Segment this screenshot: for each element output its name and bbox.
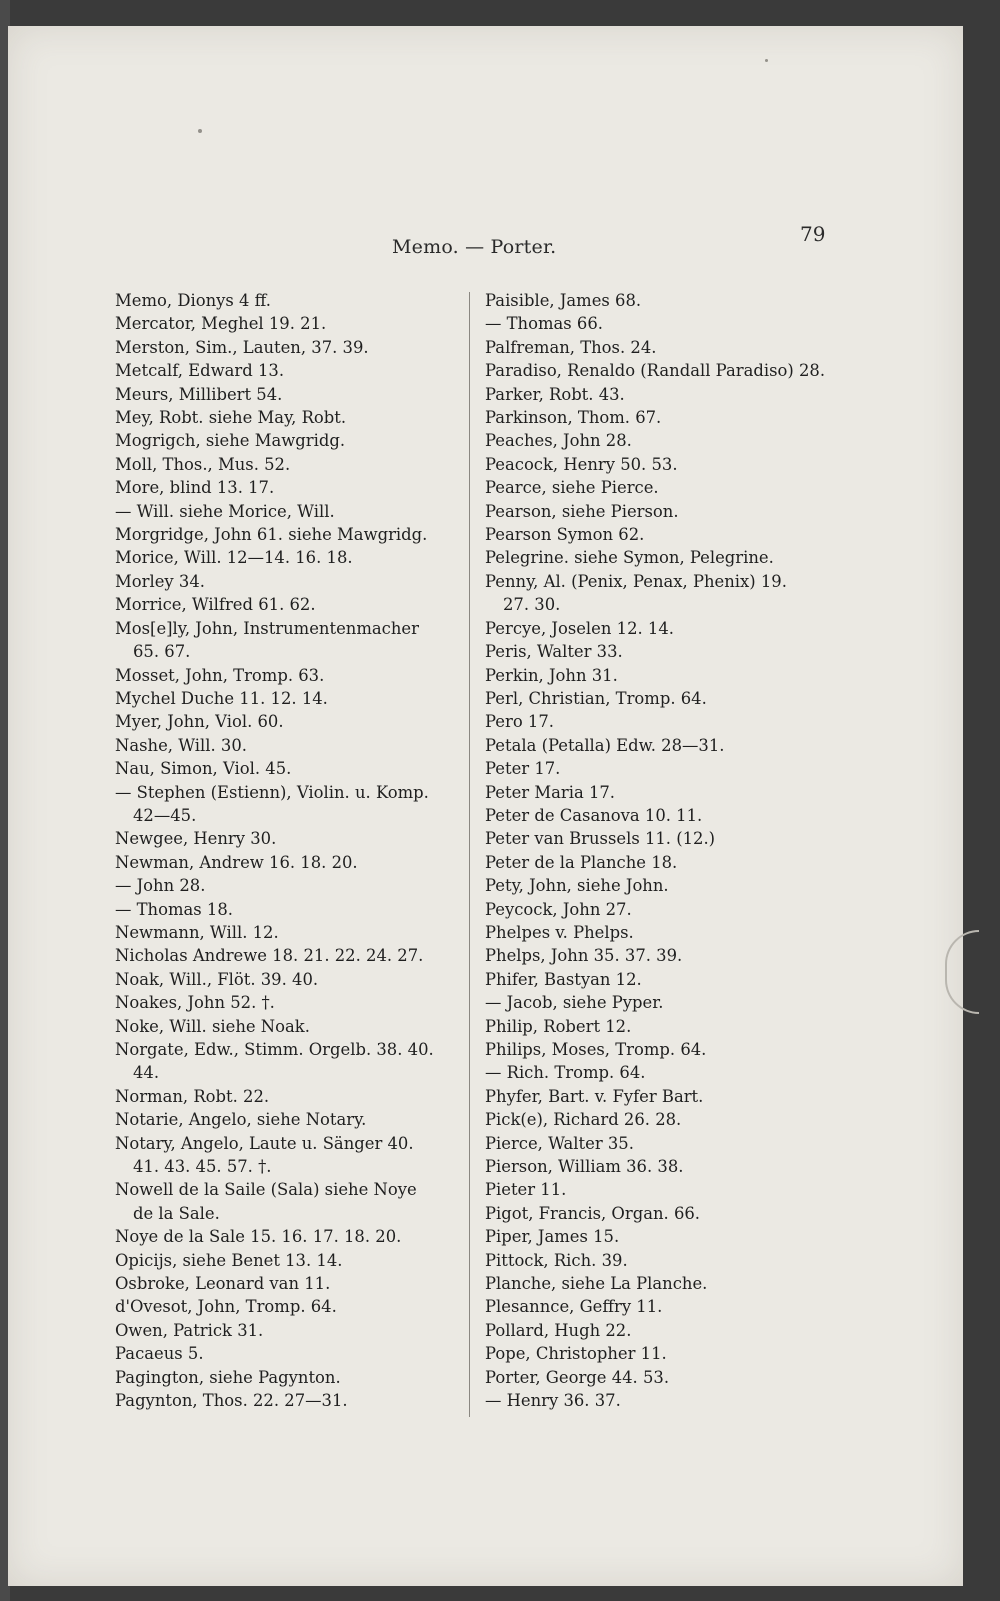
index-entry: Mey, Robt. siehe May, Robt. [115, 408, 347, 428]
index-entry: Peter 17. [485, 759, 561, 779]
index-entry: Myer, John, Viol. 60. [115, 712, 284, 732]
index-entry: Percye, Joselen 12. 14. [485, 618, 674, 638]
index-entry: Morice, Will. 12—14. 16. 18. [115, 548, 353, 568]
index-entry: Morley 34. [115, 571, 205, 591]
index-entry: — Jacob, siehe Pyper. [485, 993, 664, 1013]
index-entry: Pollard, Hugh 22. [485, 1320, 632, 1340]
index-entry: Pearson, siehe Pierson. [485, 501, 679, 521]
index-entry: — Stephen (Estienn), Violin. u. Komp. [115, 782, 429, 802]
paper-speck [765, 59, 768, 62]
index-entry: Mos[e]ly, John, Instrumentenmacher [115, 618, 419, 638]
index-entry: Pearce, siehe Pierce. [485, 478, 659, 498]
index-entry: Opicijs, siehe Benet 13. 14. [115, 1250, 343, 1270]
index-entry: Philip, Robert 12. [485, 1016, 632, 1036]
index-entry: Newmann, Will. 12. [115, 922, 279, 942]
index-entry: Pagynton, Thos. 22. 27—31. [115, 1391, 348, 1411]
index-entry: 44. [133, 1063, 160, 1083]
index-entry: Notarie, Angelo, siehe Notary. [115, 1110, 367, 1130]
index-entry: Owen, Patrick 31. [115, 1320, 264, 1340]
index-entry: Meurs, Millibert 54. [115, 384, 283, 404]
index-entry: 42—45. [133, 805, 197, 825]
index-entry: d'Ovesot, John, Tromp. 64. [115, 1297, 337, 1317]
running-head: Memo. — Porter. [392, 236, 557, 258]
index-entry: 65. 67. [133, 642, 191, 662]
index-entry: Moll, Thos., Mus. 52. [115, 454, 291, 474]
index-entry: — Rich. Tromp. 64. [485, 1063, 646, 1083]
index-entry: de la Sale. [133, 1203, 220, 1223]
index-entry: Phelps, John 35. 37. 39. [485, 946, 683, 966]
index-entry: Plesannce, Geffry 11. [485, 1297, 663, 1317]
index-entry: Noye de la Sale 15. 16. 17. 18. 20. [115, 1227, 402, 1247]
index-entry: Paradiso, Renaldo (Randall Paradiso) 28. [485, 361, 826, 381]
index-entry: — Henry 36. 37. [485, 1391, 621, 1411]
index-entry: Pope, Christopher 11. [485, 1344, 667, 1364]
index-entry: Philips, Moses, Tromp. 64. [485, 1040, 707, 1059]
index-entry: Mogrigch, siehe Mawgridg. [115, 431, 346, 451]
index-entry: Nau, Simon, Viol. 45. [115, 759, 292, 779]
index-entry: Pittock, Rich. 39. [485, 1250, 628, 1270]
index-entry: Noke, Will. siehe Noak. [115, 1016, 310, 1036]
index-entry: Peter de Casanova 10. 11. [485, 805, 703, 825]
index-entry: Piper, James 15. [485, 1227, 620, 1247]
index-entry: Phyfer, Bart. v. Fyfer Bart. [485, 1086, 704, 1106]
index-entry: Pelegrine. siehe Symon, Pelegrine. [485, 548, 774, 568]
index-entry: Notary, Angelo, Laute u. Sänger 40. [115, 1133, 414, 1153]
index-entry: Porter, George 44. 53. [485, 1367, 670, 1387]
index-entry: Petala (Petalla) Edw. 28—31. [485, 735, 725, 755]
index-entry: Pero 17. [485, 712, 554, 732]
page-number: 79 [800, 222, 826, 246]
index-entry: Morgridge, John 61. siehe Mawgridg. [115, 525, 428, 545]
index-entry: Peter de la Planche 18. [485, 852, 678, 872]
index-entry: Pety, John, siehe John. [485, 876, 669, 896]
index-entry: Pierson, William 36. 38. [485, 1157, 684, 1177]
index-entry: Phelpes v. Phelps. [485, 922, 634, 942]
index-entry: Pagington, siehe Pagynton. [115, 1367, 341, 1387]
index-entry: Noakes, John 52. †. [115, 993, 275, 1013]
index-entry: 27. 30. [503, 595, 561, 615]
index-entry: Palfreman, Thos. 24. [485, 337, 657, 357]
index-entry: Merston, Sim., Lauten, 37. 39. [115, 337, 369, 357]
index-entry: Pieter 11. [485, 1180, 567, 1200]
index-column-left [115, 289, 465, 1413]
index-entry: Peris, Walter 33. [485, 642, 623, 662]
index-column-right [485, 289, 835, 1413]
column-divider [469, 292, 470, 1417]
paper-speck [198, 129, 202, 133]
index-entry: Parkinson, Thom. 67. [485, 408, 662, 428]
index-entry: Noak, Will., Flöt. 39. 40. [115, 969, 319, 989]
index-entry: — Thomas 66. [485, 314, 603, 334]
index-entry: Nicholas Andrewe 18. 21. 22. 24. 27. [115, 946, 424, 966]
index-entry: Memo, Dionys 4 ff. [115, 291, 271, 310]
index-entry: Peaches, John 28. [485, 431, 632, 451]
index-entry: Osbroke, Leonard van 11. [115, 1274, 331, 1294]
index-entry: More, blind 13. 17. [115, 478, 275, 498]
index-entry: Penny, Al. (Penix, Penax, Phenix) 19. [485, 571, 787, 591]
index-entry: Peter van Brussels 11. (12.) [485, 829, 716, 849]
index-entry: Newgee, Henry 30. [115, 829, 277, 849]
index-entry: Mosset, John, Tromp. 63. [115, 665, 325, 685]
index-entry: Mercator, Meghel 19. 21. [115, 314, 327, 334]
index-entry: Mychel Duche 11. 12. 14. [115, 688, 328, 708]
index-entry: Planche, siehe La Planche. [485, 1274, 708, 1294]
index-entry: 41. 43. 45. 57. †. [133, 1157, 272, 1177]
index-entry: Phifer, Bastyan 12. [485, 969, 642, 989]
index-entry: Paisible, James 68. [485, 291, 642, 310]
index-entry: Pick(e), Richard 26. 28. [485, 1110, 682, 1130]
index-entry: Metcalf, Edward 13. [115, 361, 285, 381]
index-entry: Morrice, Wilfred 61. 62. [115, 595, 316, 615]
index-entry: Newman, Andrew 16. 18. 20. [115, 852, 358, 872]
index-entry: Pearson Symon 62. [485, 525, 645, 545]
index-entry: Peter Maria 17. [485, 782, 616, 802]
index-entry: — Will. siehe Morice, Will. [115, 501, 335, 521]
index-entry: Perl, Christian, Tromp. 64. [485, 688, 707, 708]
index-entry: — Thomas 18. [115, 899, 233, 919]
index-entry: Pacaeus 5. [115, 1344, 204, 1364]
index-entry: — John 28. [115, 876, 206, 896]
index-entry: Nashe, Will. 30. [115, 735, 247, 755]
index-entry: Peacock, Henry 50. 53. [485, 454, 678, 474]
index-entry: Norman, Robt. 22. [115, 1086, 270, 1106]
index-entry: Perkin, John 31. [485, 665, 618, 685]
index-entry: Nowell de la Saile (Sala) siehe Noye [115, 1180, 417, 1200]
index-entry: Peycock, John 27. [485, 899, 632, 919]
index-entry: Pigot, Francis, Organ. 66. [485, 1203, 701, 1223]
index-entry: Pierce, Walter 35. [485, 1133, 634, 1153]
index-entry: Parker, Robt. 43. [485, 384, 625, 404]
index-entry: Norgate, Edw., Stimm. Orgelb. 38. 40. [115, 1040, 434, 1059]
